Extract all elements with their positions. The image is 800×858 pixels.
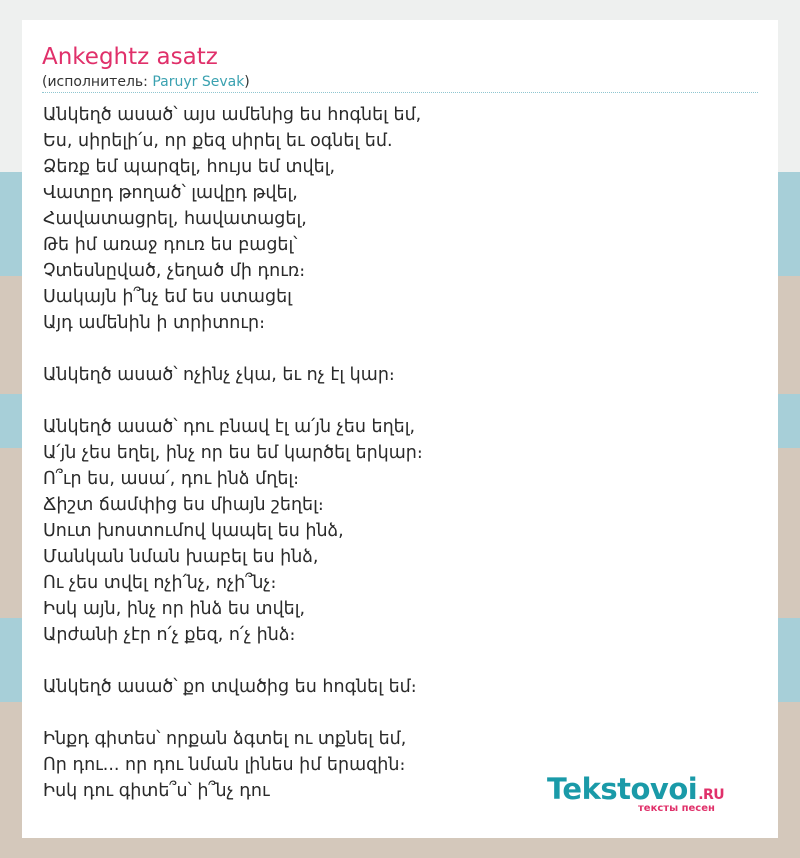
lyric-line: Իսկ դու գիտե՞ս՝ ի՞նչ դու: [43, 781, 270, 801]
lyric-line: Ո՞ւր ես, ասա՛, դու ինձ մղել։: [43, 469, 300, 489]
stanza-break: [43, 700, 743, 726]
lyric-line: Վատըդ թողած՝ լավըդ թվել,: [43, 183, 298, 203]
lyric-line: Հավատացրել, հավատացել,: [43, 209, 307, 229]
artist-link[interactable]: Paruyr Sevak: [152, 74, 245, 90]
stanza-break: [43, 336, 743, 362]
artist-line: [42, 74, 250, 90]
lyric-line: Այդ ամենին ի տրիտուր։: [43, 313, 265, 333]
lyric-line: Թե իմ առաջ դուռ ես բացել՝: [43, 235, 298, 255]
lyric-line: Ես, սիրելի՛ս, որ քեզ սիրել եւ օգնել եմ.: [43, 131, 393, 151]
lyric-line: Ու չես տվել ոչի՛նչ, ոչի՞նչ։: [43, 573, 277, 593]
lyric-line: Ճիշտ ճամփից ես միայն շեղել։: [43, 495, 324, 515]
lyric-line: Իսկ այն, ինչ որ ինձ ես տվել,: [43, 599, 306, 619]
lyric-line: Անկեղծ ասած՝ ոչինչ չկա, եւ ոչ էլ կար։: [43, 365, 395, 385]
site-logo[interactable]: [547, 772, 724, 806]
lyric-line: Ձեռք եմ պարզել, հույս եմ տվել,: [43, 157, 336, 177]
lyric-line: Ա՛յն չես եղել, ինչ որ ես եմ կարծել երկար։: [43, 443, 423, 463]
logo-name: Tekstovoi: [547, 772, 698, 806]
artist-suffix: ): [244, 74, 250, 90]
lyric-line: Անկեղծ ասած՝ դու բնավ էլ ա՛յն չես եղել,: [43, 417, 416, 437]
lyric-line: Անկեղծ ասած՝ այս ամենից ես հոգնել եմ,: [43, 105, 422, 125]
dotted-divider: [42, 92, 758, 93]
stanza-break: [43, 388, 743, 414]
logo-tld: .RU: [698, 787, 725, 803]
lyric-line: Որ դու... որ դու նման լինես իմ երազին։: [43, 755, 406, 775]
logo-tagline: тексты песен: [638, 803, 715, 814]
lyric-line: Անկեղծ ասած՝ քո տվածից ես հոգնել եմ։: [43, 677, 417, 697]
song-title: Ankeghtz asatz: [42, 44, 218, 70]
lyric-line: Չտեսնըված, չեղած մի դուռ։: [43, 261, 306, 281]
lyric-line: Մանկան նման խաբել ես ինձ,: [43, 547, 319, 567]
lyric-line: Արժանի չէր ո՛չ քեզ, ո՛չ ինձ։: [43, 625, 296, 645]
lyric-line: Սուտ խոստումով կապել ես ինձ,: [43, 521, 344, 541]
lyrics-card: [22, 20, 778, 838]
stanza-break: [43, 648, 743, 674]
lyric-line: Ինքդ գիտես՝ որքան ձգտել ու տքնել եմ,: [43, 729, 407, 749]
lyric-line: Սակայն ի՞նչ եմ ես ստացել: [43, 287, 292, 307]
artist-prefix: (исполнитель:: [42, 74, 153, 90]
lyrics-text: [43, 102, 743, 804]
